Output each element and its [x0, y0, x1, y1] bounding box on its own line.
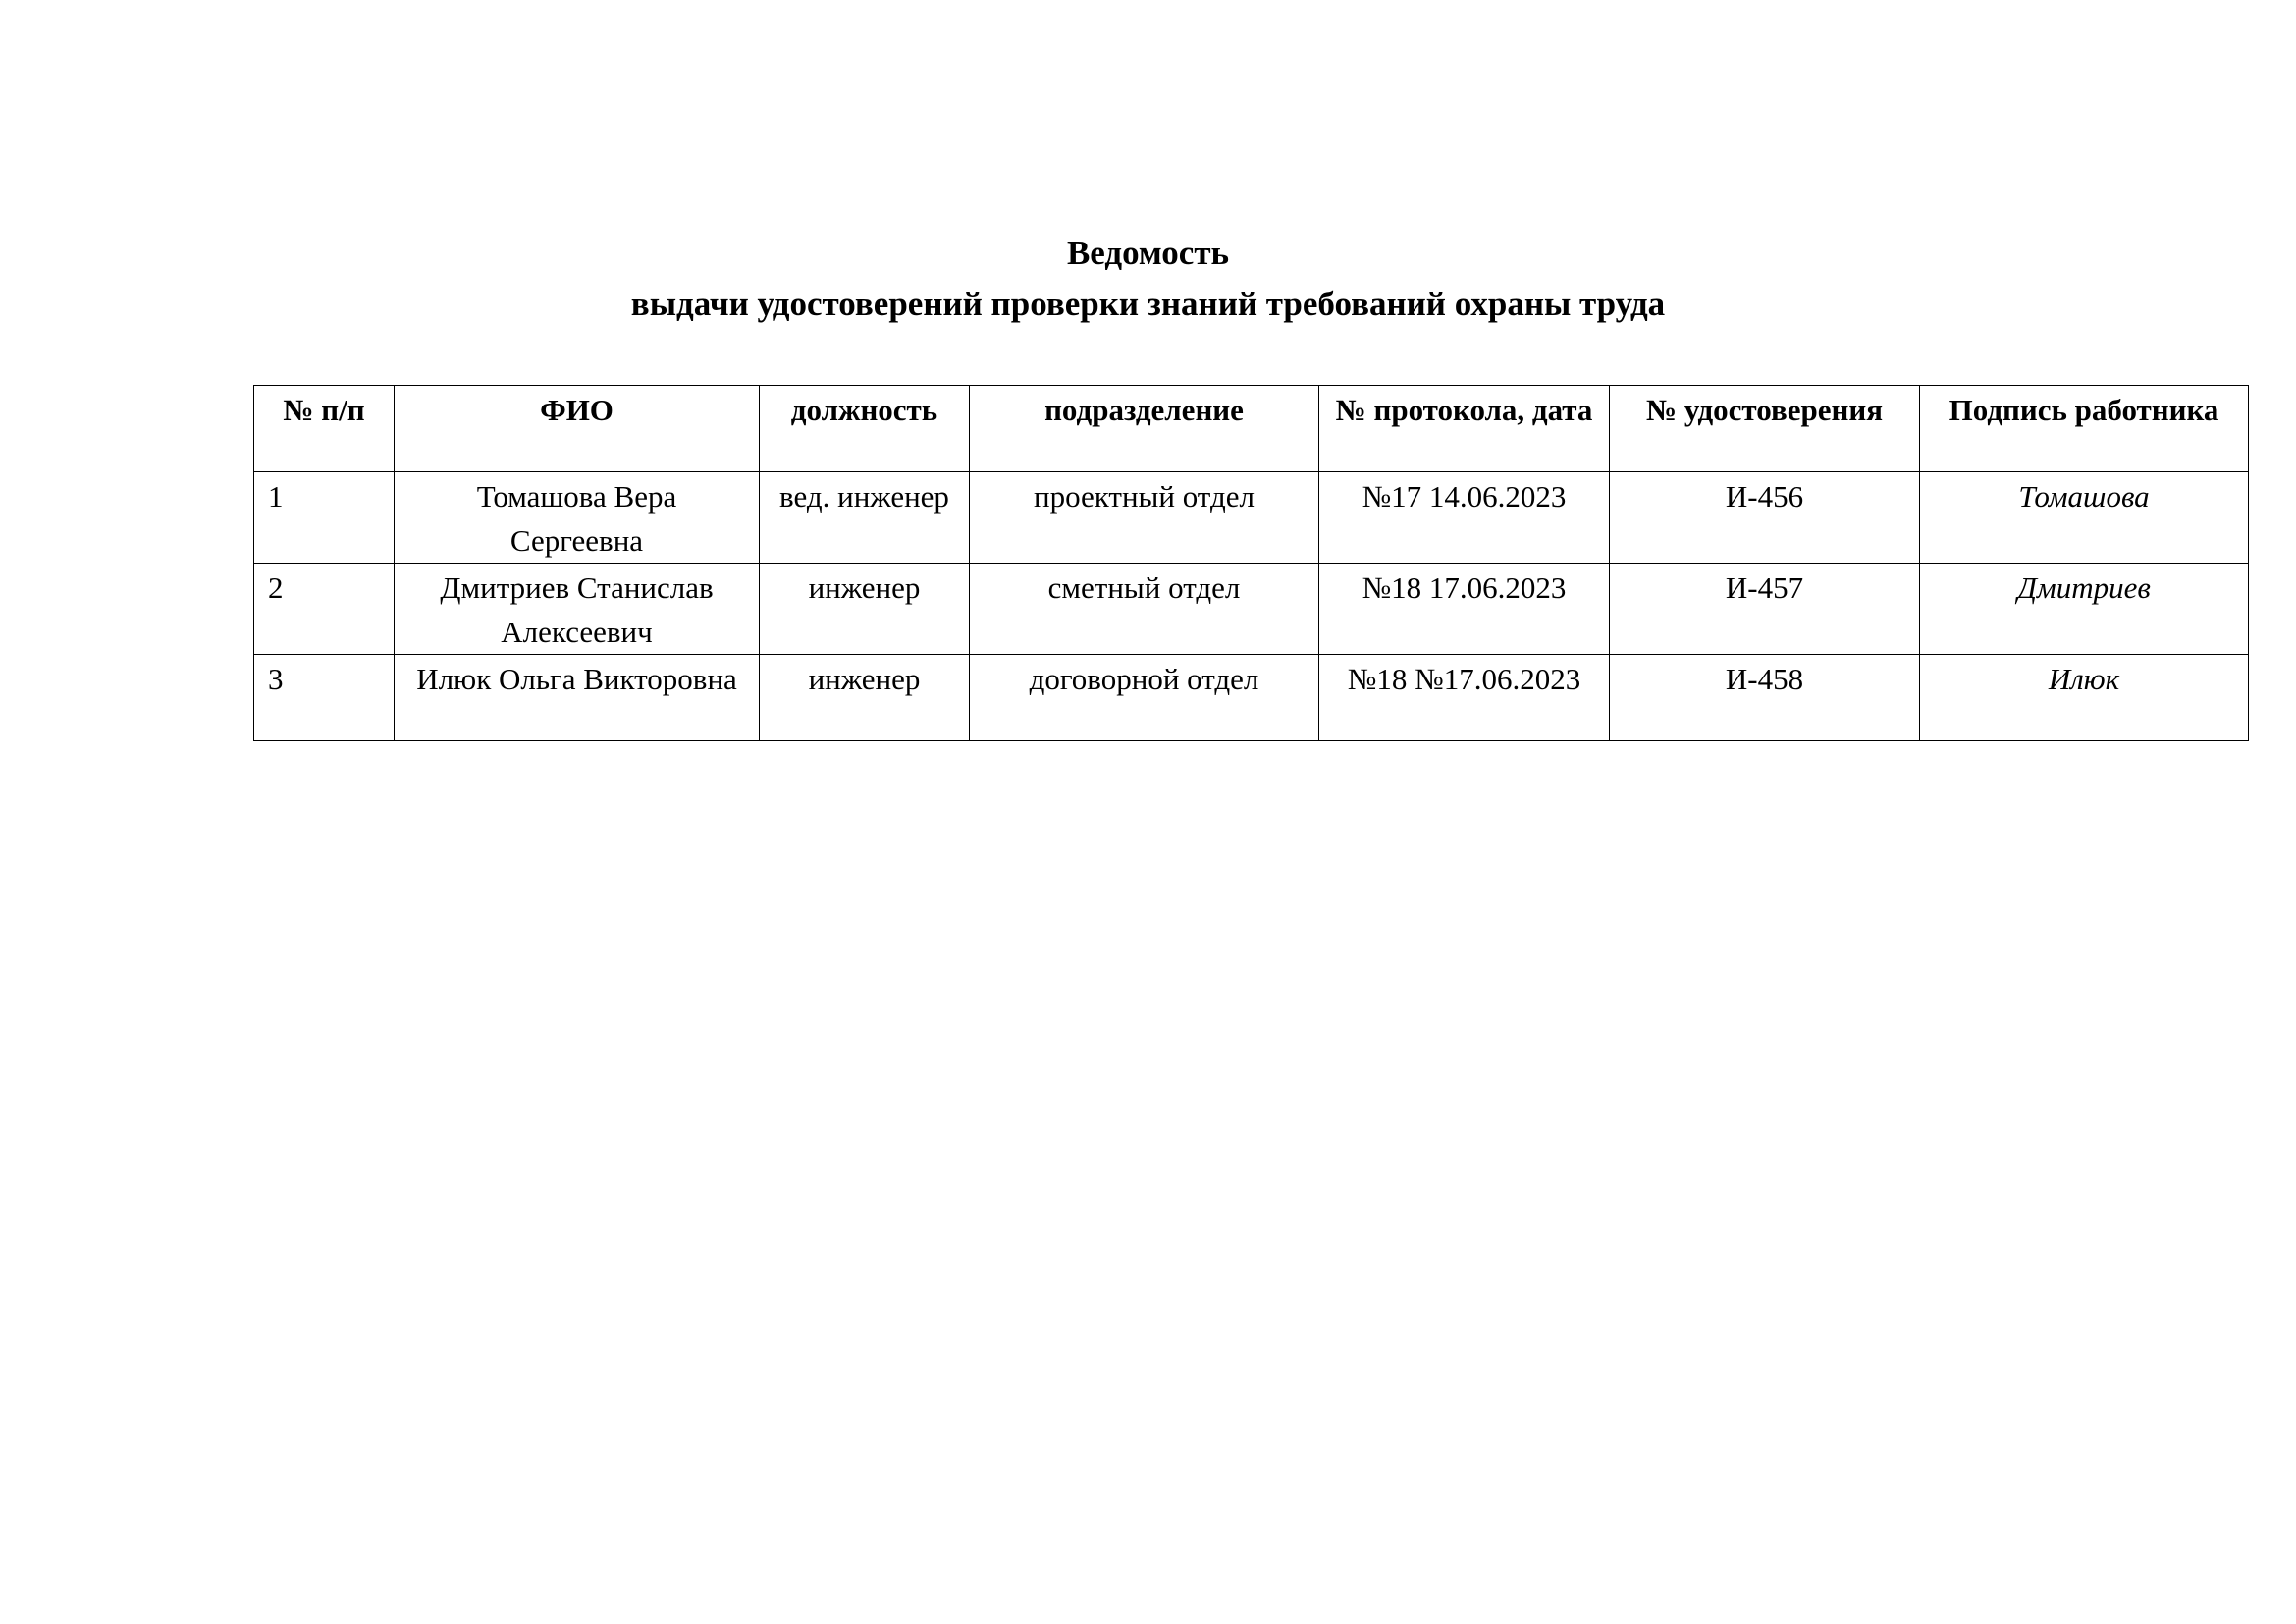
cell-signature: Илюк: [1920, 655, 2249, 741]
cell-position: вед. инженер: [760, 472, 970, 564]
header-position: должность: [760, 386, 970, 472]
cell-num: 2: [254, 564, 395, 655]
cell-signature: Томашова: [1920, 472, 2249, 564]
cell-fio: Дмитриев Станислав Алексеевич: [395, 564, 760, 655]
cell-num: 1: [254, 472, 395, 564]
cell-signature: Дмитриев: [1920, 564, 2249, 655]
cell-protocol: №18 17.06.2023: [1319, 564, 1610, 655]
title-main: Ведомость: [1066, 234, 1230, 272]
table-row: [254, 564, 2249, 655]
certificates-table: [253, 385, 2249, 741]
cell-department: сметный отдел: [970, 564, 1319, 655]
cell-certificate: И-457: [1610, 564, 1920, 655]
header-protocol: № протокола, дата: [1319, 386, 1610, 472]
header-num: № п/п: [254, 386, 395, 472]
cell-protocol: №18 №17.06.2023: [1319, 655, 1610, 741]
cell-department: договорной отдел: [970, 655, 1319, 741]
cell-position: инженер: [760, 564, 970, 655]
cell-certificate: И-456: [1610, 472, 1920, 564]
table-header-row: [254, 386, 2249, 472]
cell-fio: Илюк Ольга Викторовна: [395, 655, 760, 741]
cell-num: 3: [254, 655, 395, 741]
header-certificate: № удостоверения: [1610, 386, 1920, 472]
header-fio: ФИО: [395, 386, 760, 472]
cell-position: инженер: [760, 655, 970, 741]
document-title: [0, 228, 2296, 330]
table-row: [254, 472, 2249, 564]
header-department: подразделение: [970, 386, 1319, 472]
header-signature: Подпись работника: [1920, 386, 2249, 472]
cell-department: проектный отдел: [970, 472, 1319, 564]
cell-protocol: №17 14.06.2023: [1319, 472, 1610, 564]
cell-certificate: И-458: [1610, 655, 1920, 741]
table-row: [254, 655, 2249, 741]
title-subtitle: выдачи удостоверений проверки знаний требований охраны труда: [630, 285, 1666, 323]
cell-fio: Томашова Вера Сергеевна: [395, 472, 760, 564]
